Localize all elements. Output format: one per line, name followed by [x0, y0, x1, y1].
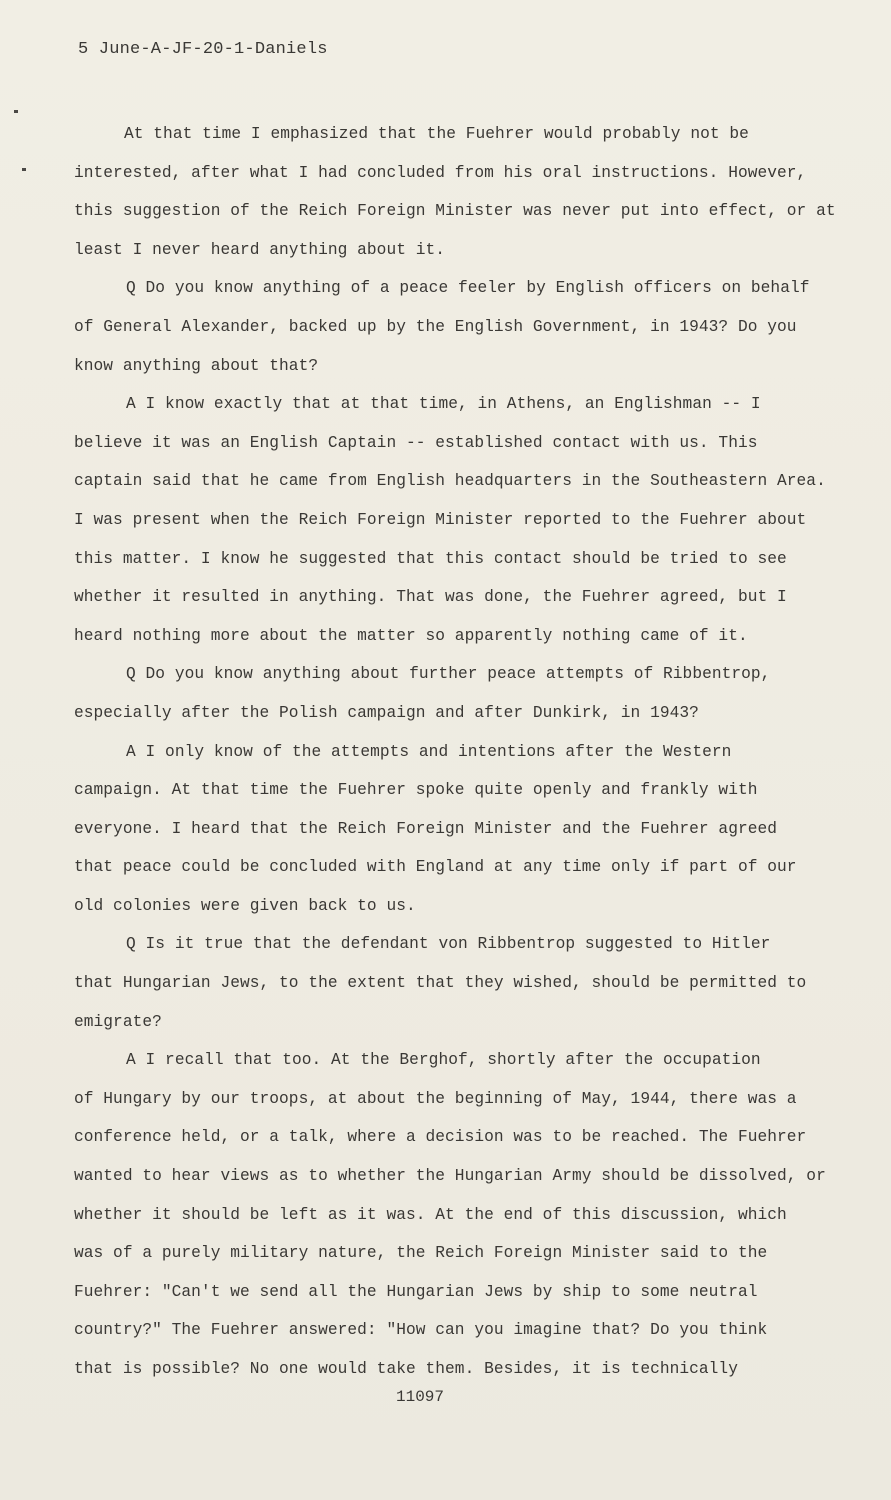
text-line: know anything about that?	[74, 356, 319, 375]
text-line: that is possible? No one would take them. Besides, it is technically	[74, 1360, 738, 1378]
answer-line: A I recall that too. At the Berghof, shortly after the occupation	[126, 1051, 761, 1070]
text-line: believe it was an English Captain -- established contact with us. This	[74, 433, 758, 452]
text-line: whether it should be left as it was. At the end of this discussion, which	[74, 1205, 787, 1224]
text-line: emigrate?	[74, 1012, 162, 1031]
question-line: Q Do you know anything about further peace attempts of Ribbentrop,	[126, 665, 771, 684]
text-line: that Hungarian Jews, to the extent that they wished, should be permitted to	[74, 974, 807, 993]
margin-mark	[14, 110, 18, 113]
page-number: 11097	[396, 1388, 445, 1406]
text-line: whether it resulted in anything. That was done, the Fuehrer agreed, but I	[74, 588, 787, 607]
answer-line: A I only know of the attempts and intentions after the Western	[126, 742, 732, 761]
margin-mark	[22, 168, 26, 171]
text-line: especially after the Polish campaign and after Dunkirk, in 1943?	[74, 703, 699, 722]
text-line: campaign. At that time the Fuehrer spoke quite openly and frankly with	[74, 781, 758, 800]
text-line: heard nothing more about the matter so apparently nothing came of it.	[74, 626, 748, 645]
text-line: of General Alexander, backed up by the English Government, in 1943? Do you	[74, 317, 797, 336]
text-line: country?" The Fuehrer answered: "How can you imagine that? Do you think	[74, 1321, 768, 1340]
text-line: of Hungary by our troops, at about the beginning of May, 1944, there was a	[74, 1089, 797, 1108]
question-line: Q Do you know anything of a peace feeler by English officers on behalf	[126, 279, 810, 298]
text-line: least I never heard anything about it.	[74, 240, 446, 259]
document-header: 5 June-A-JF-20-1-Daniels	[78, 40, 328, 59]
text-line: I was present when the Reich Foreign Minister reported to the Fuehrer about	[74, 510, 807, 529]
text-line: captain said that he came from English headquarters in the Southeastern Area.	[74, 472, 826, 491]
text-line: that peace could be concluded with England at any time only if part of our	[74, 858, 797, 877]
transcript-body	[74, 115, 834, 1389]
text-line: Fuehrer: "Can't we send all the Hungarian Jews by ship to some neutral	[74, 1282, 758, 1301]
text-line: this matter. I know he suggested that this contact should be tried to see	[74, 549, 787, 568]
question-line: Q Is it true that the defendant von Ribbentrop suggested to Hitler	[126, 935, 771, 954]
answer-line: A I know exactly that at that time, in Athens, an Englishman -- I	[126, 395, 761, 414]
text-line: wanted to hear views as to whether the Hungarian Army should be dissolved, or	[74, 1167, 826, 1186]
text-line: conference held, or a talk, where a decision was to be reached. The Fuehrer	[74, 1128, 807, 1147]
text-line: everyone. I heard that the Reich Foreign Minister and the Fuehrer agreed	[74, 819, 778, 838]
text-line: interested, after what I had concluded from his oral instructions. However,	[74, 163, 807, 182]
text-line: old colonies were given back to us.	[74, 896, 416, 915]
text-line: At that time I emphasized that the Fuehrer would probably not be	[124, 125, 749, 143]
text-line: was of a purely military nature, the Reich Foreign Minister said to the	[74, 1244, 768, 1263]
text-line: this suggestion of the Reich Foreign Minister was never put into effect, or at	[74, 202, 836, 221]
